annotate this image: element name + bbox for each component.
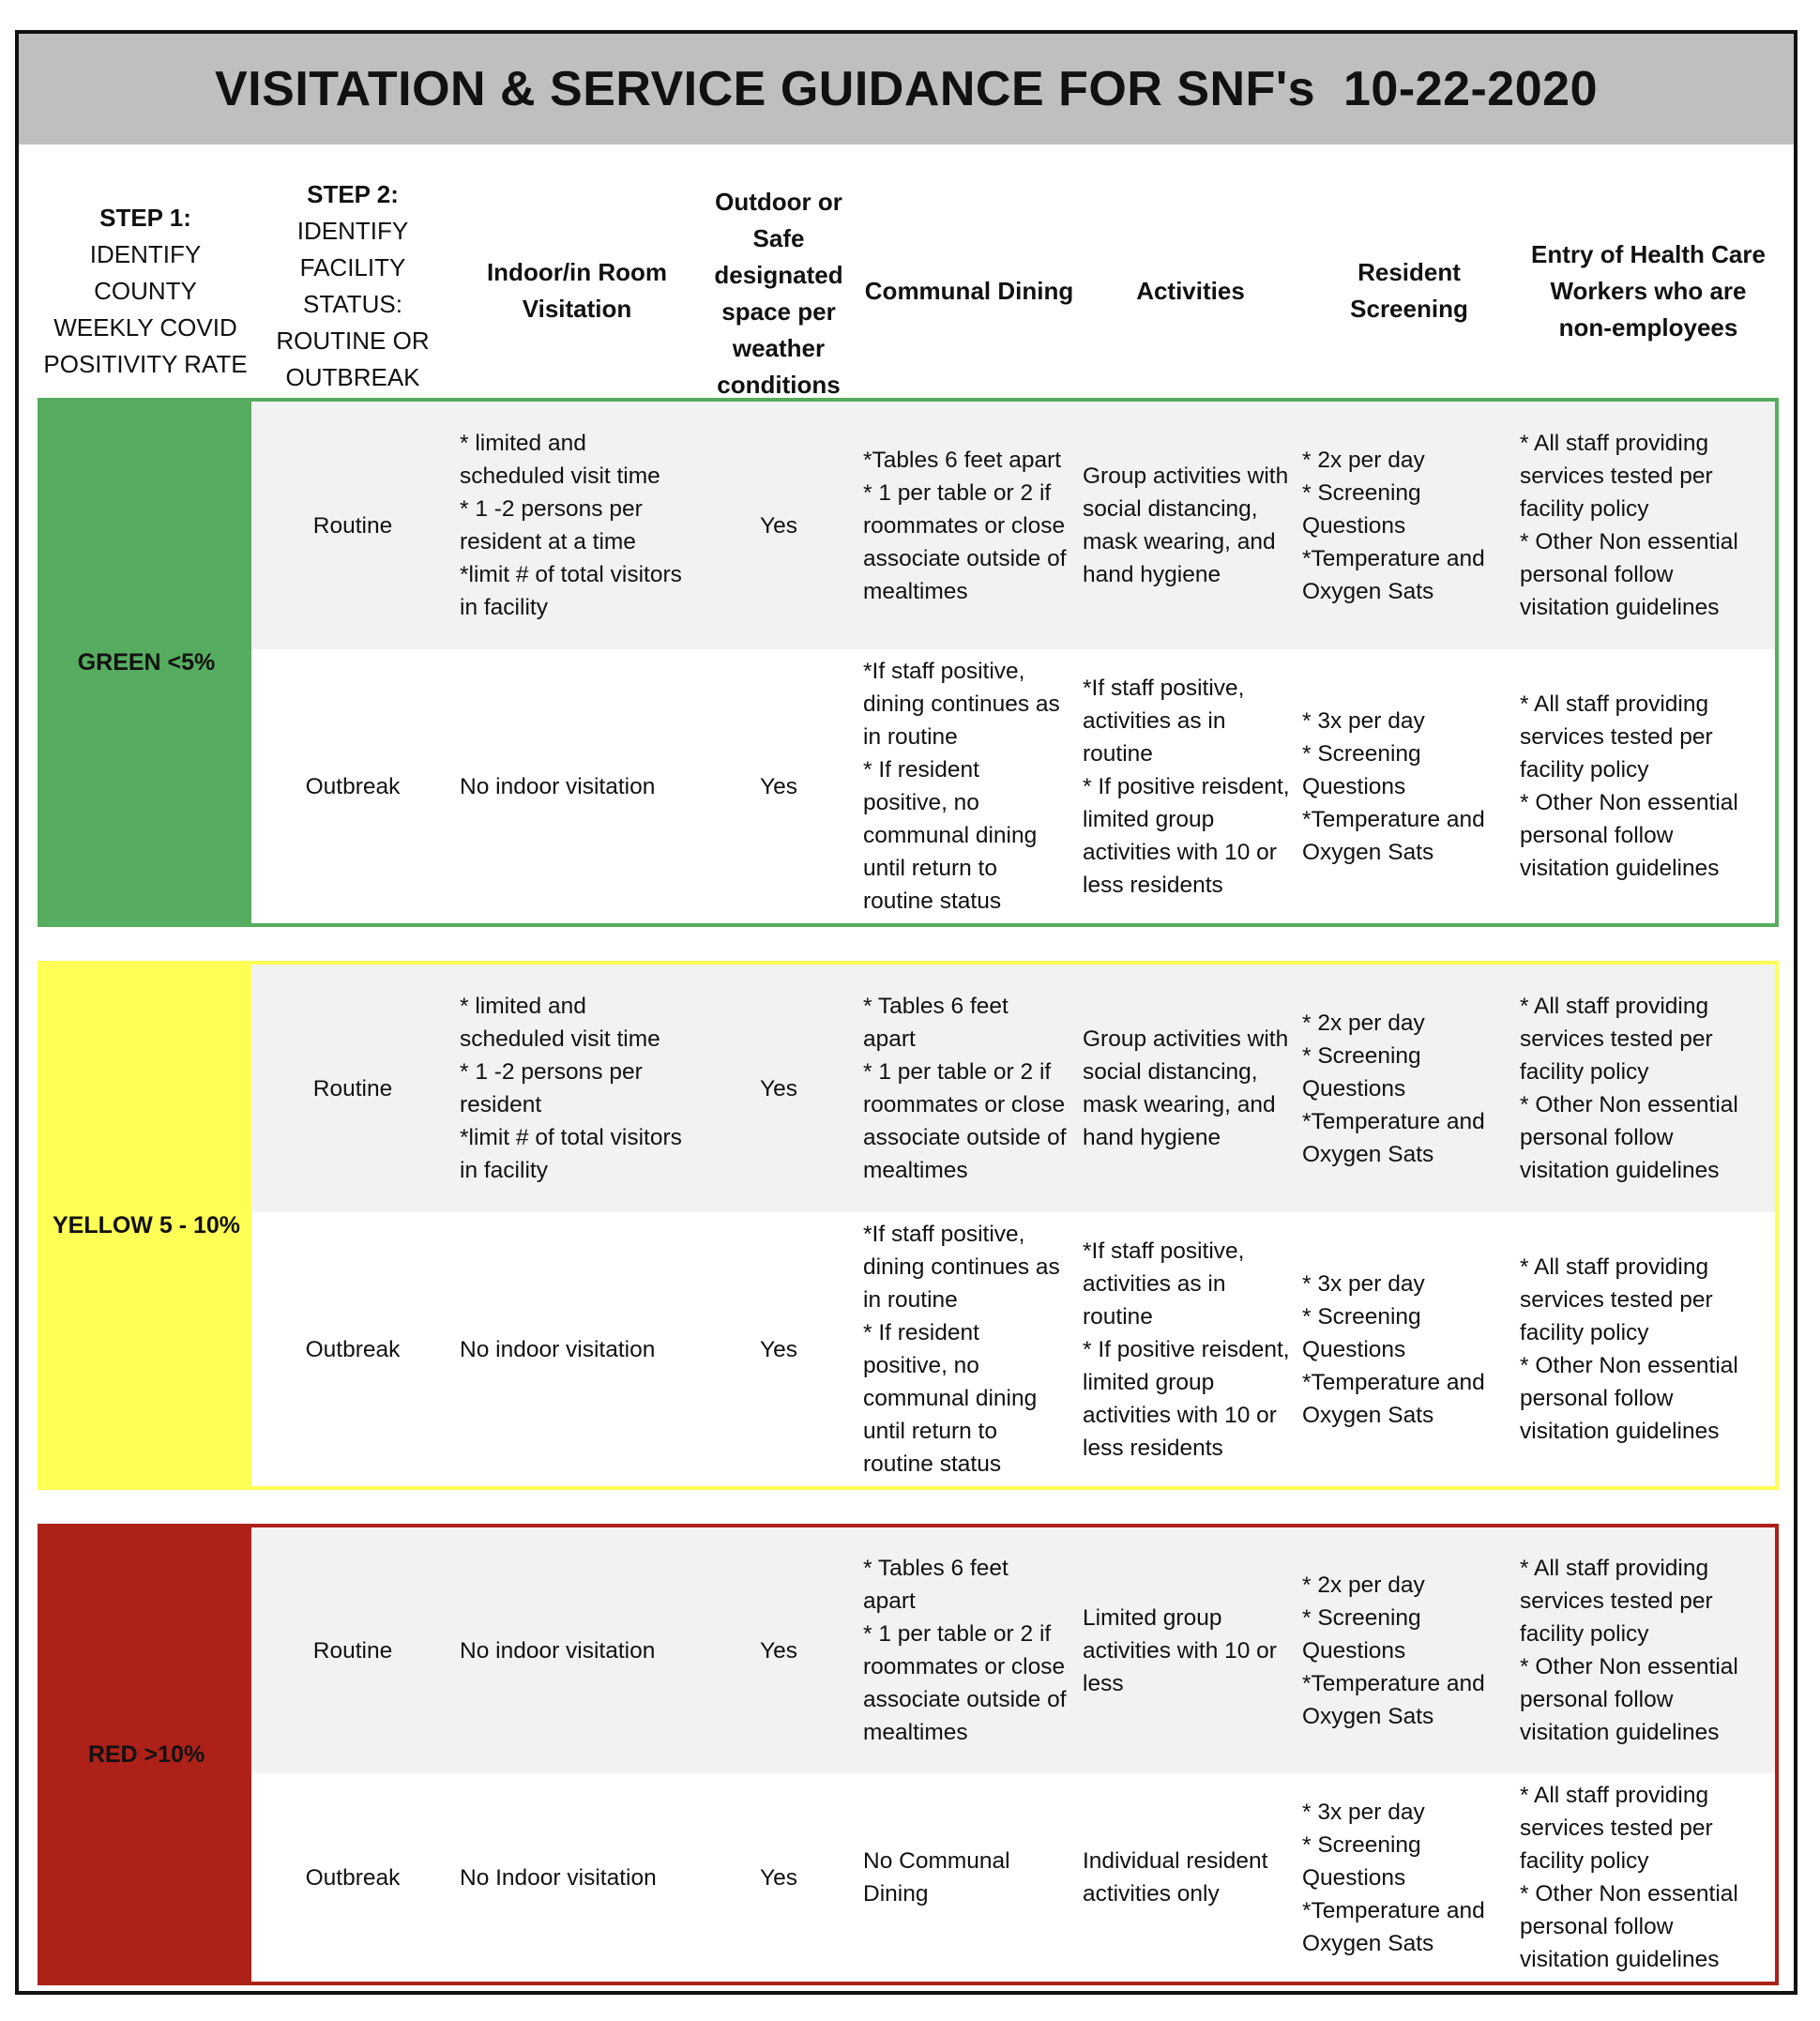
header-step1-bold: STEP 1: xyxy=(99,203,191,232)
band-green xyxy=(38,398,1779,927)
header-entry-text: Entry of Health Care Workers who are non-employees xyxy=(1531,239,1766,342)
outdoor-cell: Yes xyxy=(760,512,797,539)
table-row-yellow-outbreak xyxy=(251,1212,1775,1486)
screening-cell: * 2x per day * Screening Questions *Temperature and Oxygen Sats xyxy=(1302,1010,1485,1167)
header-dining-text: Communal Dining xyxy=(864,276,1074,305)
entry-cell: * All staff providing services tested per facility policy * Other Non essential personal follow visitation guidelines xyxy=(1520,1254,1738,1444)
header-indoor xyxy=(454,178,700,403)
screening-cell: * 2x per day * Screening Questions *Temperature and Oxygen Sats xyxy=(1302,447,1485,604)
header-activities xyxy=(1081,178,1300,403)
header-screening xyxy=(1300,178,1518,403)
status-cell: Routine xyxy=(312,512,393,539)
activities-cell: Limited group activities with 10 or less xyxy=(1083,1604,1277,1696)
table-row-green-routine xyxy=(251,402,1775,649)
band-label-green: GREEN <5% xyxy=(41,402,251,923)
entry-cell: * All staff providing services tested per facility policy * Other Non essential personal follow visitation guidelines xyxy=(1520,1556,1738,1745)
header-screening-text: Resident Screening xyxy=(1350,258,1468,323)
indoor-cell: No indoor visitation xyxy=(460,1336,656,1362)
outdoor-cell: Yes xyxy=(760,1637,797,1664)
indoor-cell: No indoor visitation xyxy=(460,773,656,799)
activities-cell: *If staff positive, activities as in routine * If positive reisdent, limited group activities with 10 or less residents xyxy=(1083,675,1290,898)
indoor-cell: * limited and scheduled visit time * 1 -2 persons per resident at a time *limit # of total visitors in facility xyxy=(460,431,682,620)
header-entry xyxy=(1518,178,1779,403)
activities-cell: Group activities with social distancing, mask wearing, and hand hygiene xyxy=(1083,1026,1289,1150)
table-row-red-routine xyxy=(251,1527,1775,1773)
header-step2-bold: STEP 2: xyxy=(307,180,399,208)
table-row-yellow-routine xyxy=(251,965,1775,1212)
table-row-red-outbreak xyxy=(251,1773,1775,1982)
table-row-green-outbreak xyxy=(251,649,1775,923)
dining-cell: No Communal Dining xyxy=(863,1848,1010,1907)
band-label-red: RED >10% xyxy=(41,1527,251,1982)
indoor-cell: * limited and scheduled visit time * 1 -2 persons per resident *limit # of total visitors in facility xyxy=(460,994,682,1183)
band-label-yellow: YELLOW 5 - 10% xyxy=(41,965,251,1486)
outdoor-cell: Yes xyxy=(760,1075,797,1102)
indoor-cell: No Indoor visitation xyxy=(460,1864,657,1891)
indoor-cell: No indoor visitation xyxy=(460,1637,656,1664)
dining-cell: * Tables 6 feet apart * 1 per table or 2 if roommates or close associate outside of mealtimes xyxy=(863,1556,1067,1745)
entry-cell: * All staff providing services tested per facility policy * Other Non essential personal follow visitation guidelines xyxy=(1520,431,1738,620)
screening-cell: * 3x per day * Screening Questions *Temperature and Oxygen Sats xyxy=(1302,1270,1485,1428)
activities-cell: Individual resident activities only xyxy=(1083,1848,1268,1907)
status-cell: Outbreak xyxy=(305,1336,401,1362)
header-outdoor xyxy=(700,178,857,409)
header-outdoor-text: Outdoor or Safe designated space per weather conditions xyxy=(714,188,843,399)
dining-cell: * Tables 6 feet apart * 1 per table or 2 if roommates or close associate outside of mealtimes xyxy=(863,994,1067,1183)
status-cell: Outbreak xyxy=(305,773,401,799)
header-indoor-text: Indoor/in Room Visitation xyxy=(486,258,668,323)
screening-cell: * 3x per day * Screening Questions *Temperature and Oxygen Sats xyxy=(1302,1799,1485,1956)
status-cell: Outbreak xyxy=(305,1864,401,1891)
header-step2-text: IDENTIFY FACILITY STATUS: ROUTINE OR OUTBREAK xyxy=(276,217,430,391)
status-cell: Routine xyxy=(312,1637,393,1664)
header-step2 xyxy=(251,180,454,391)
activities-cell: *If staff positive, activities as in routine * If positive reisdent, limited group activities with 10 or less residents xyxy=(1083,1238,1290,1461)
entry-cell: * All staff providing services tested per facility policy * Other Non essential personal follow visitation guidelines xyxy=(1520,1783,1738,1972)
title-bar xyxy=(19,34,1794,144)
band-yellow xyxy=(38,961,1779,1490)
header-dining xyxy=(857,178,1081,403)
header-step1-text: IDENTIFY COUNTY WEEKLY COVID POSITIVITY RATE xyxy=(43,239,248,378)
entry-cell: * All staff providing services tested per facility policy * Other Non essential personal follow visitation guidelines xyxy=(1520,691,1738,881)
entry-cell: * All staff providing services tested per facility policy * Other Non essential personal follow visitation guidelines xyxy=(1520,994,1738,1183)
page-title: VISITATION & SERVICE GUIDANCE FOR SNF's 10-22-2020 xyxy=(215,62,1598,116)
screening-cell: * 2x per day * Screening Questions *Temperature and Oxygen Sats xyxy=(1302,1572,1485,1729)
dining-cell: *If staff positive, dining continues as in routine * If resident positive, no communal dining until return to routine status xyxy=(863,659,1060,914)
status-cell: Routine xyxy=(312,1075,393,1102)
header-step1 xyxy=(38,178,253,403)
outdoor-cell: Yes xyxy=(760,1864,797,1891)
band-red xyxy=(38,1524,1779,1985)
screening-cell: * 3x per day * Screening Questions *Temperature and Oxygen Sats xyxy=(1302,707,1485,865)
outdoor-cell: Yes xyxy=(760,773,797,799)
header-activities-text: Activities xyxy=(1136,276,1245,305)
outdoor-cell: Yes xyxy=(760,1336,797,1362)
activities-cell: Group activities with social distancing, mask wearing, and hand hygiene xyxy=(1083,463,1289,587)
dining-cell: *Tables 6 feet apart * 1 per table or 2 if roommates or close associate outside of mealtimes xyxy=(863,447,1067,604)
dining-cell: *If staff positive, dining continues as in routine * If resident positive, no communal dining until return to routine status xyxy=(863,1222,1060,1477)
